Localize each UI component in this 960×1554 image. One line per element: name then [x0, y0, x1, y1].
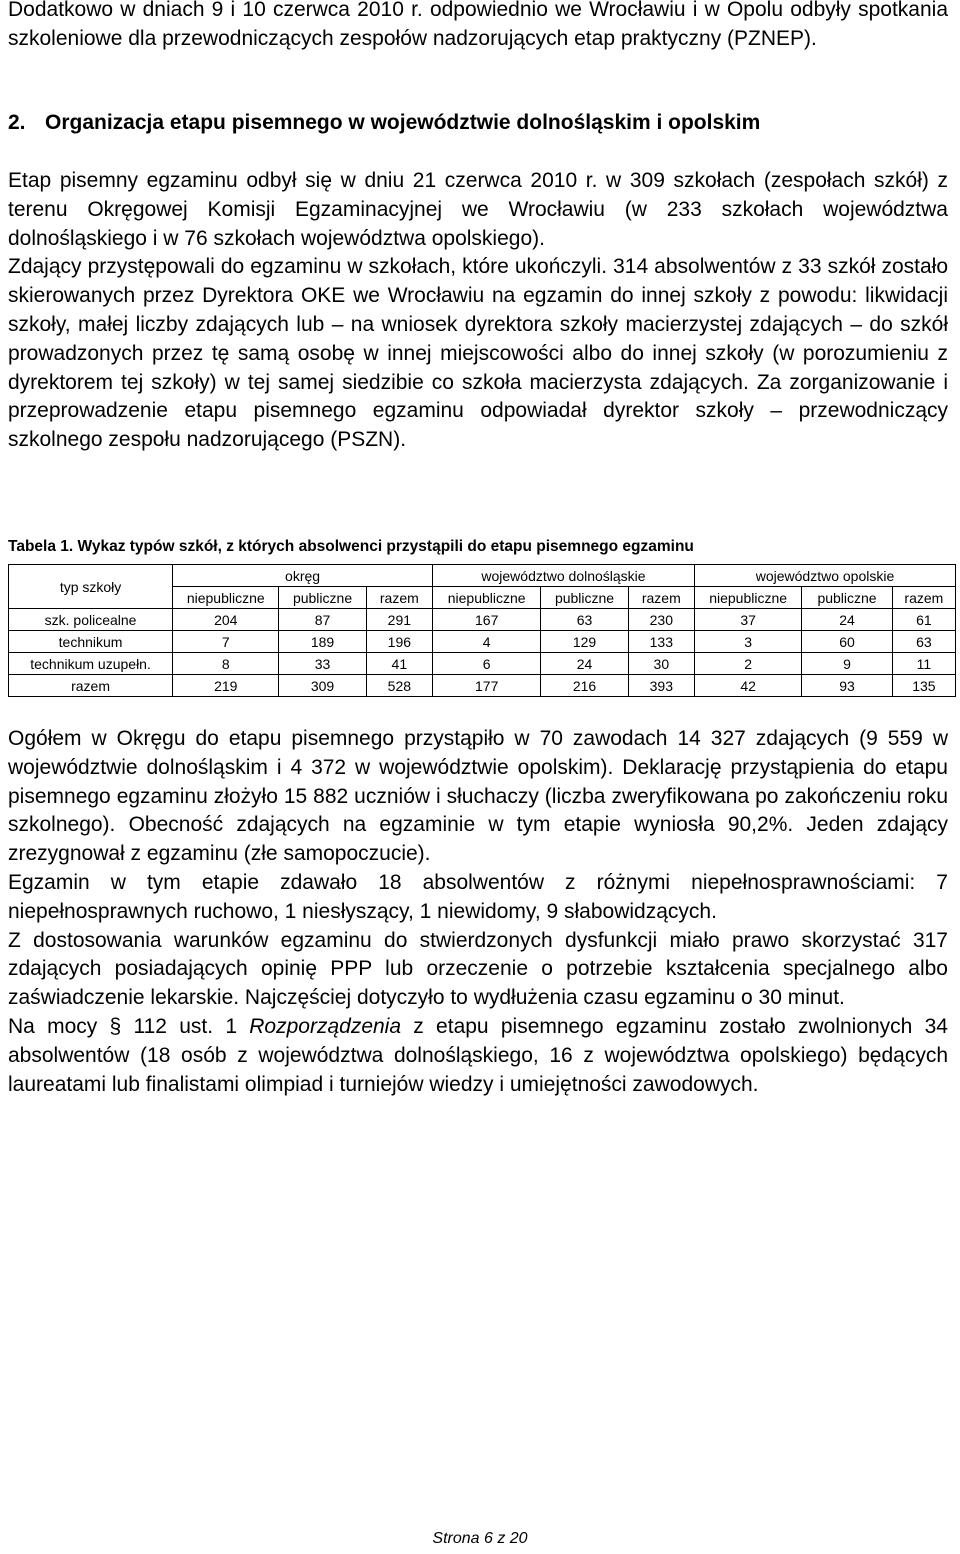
table-subcol-header: razem	[628, 587, 694, 609]
table-cell: 291	[366, 609, 432, 631]
table-cell: 60	[802, 631, 892, 653]
table-cell: 3	[694, 631, 801, 653]
table-subcol-header: publiczne	[802, 587, 892, 609]
section-title: Organizacja etapu pisemnego w województwie dolnośląskim i opolskim	[45, 111, 761, 134]
table-subcol-header: publiczne	[279, 587, 366, 609]
table-cell: 93	[802, 675, 892, 697]
table-corner-header: typ szkoły	[9, 565, 173, 609]
table-cell: 4	[433, 631, 541, 653]
exemptions-text-before: Na mocy § 112 ust. 1	[8, 1014, 250, 1038]
section-heading	[8, 111, 760, 135]
table-cell: 33	[279, 653, 366, 675]
paragraph-participation: Ogółem w Okręgu do etapu pisemnego przystąpiło w 70 zawodach 14 327 zdających (9 559 w województwie dolnośląskim i 4 372 w województwie opolskim). Deklarację przystąpienia do etapu pisemnego egzaminu złożyło 15 882 uczniów i słuchaczy (liczba zweryfikowana po zakończeniu roku szkolnego). Obecność zdających na egzaminie w tym etapie wyniosła 90,2%. Jeden zdający zrezygnował z egzaminu (złe samopoczucie).	[8, 727, 948, 866]
table-cell: 2	[694, 653, 801, 675]
table-cell: 393	[628, 675, 694, 697]
table-row	[9, 631, 956, 653]
table-cell: 216	[541, 675, 628, 697]
table-cell: 42	[694, 675, 801, 697]
table-cell: 204	[173, 609, 279, 631]
table-group-header: województwo dolnośląskie	[433, 565, 695, 587]
exemptions-text-after: z etapu pisemnego egzaminu zostało zwolnionych 34 absolwentów (18 osób z województwa dolnośląskiego, 16 z województwa opolskiego) będących laureatami lub finalistami olimpiad i turniejów wiedzy i umiejętności zawodowych.	[8, 1014, 948, 1096]
table-row	[9, 675, 956, 697]
table-cell: 135	[892, 675, 955, 697]
table-cell: 133	[628, 631, 694, 653]
intro-paragraph: Dodatkowo w dniach 9 i 10 czerwca 2010 r. odpowiednio we Wrocławiu i w Opolu odbyły spotkania szkoleniowe dla przewodniczących zespołów nadzorujących etap praktyczny (PZNEP).	[8, 0, 948, 50]
table-cell: 167	[433, 609, 541, 631]
school-types-table	[8, 564, 956, 697]
table-cell: 63	[541, 609, 628, 631]
body-block-1	[8, 167, 948, 455]
table-cell: 24	[802, 609, 892, 631]
page-number: Strona 6 z 20	[432, 1530, 528, 1547]
table-cell: 30	[628, 653, 694, 675]
table-cell: 309	[279, 675, 366, 697]
table-header-row	[9, 565, 956, 587]
paragraph-exemptions	[8, 1013, 948, 1099]
table-cell: 41	[366, 653, 432, 675]
table-cell: 87	[279, 609, 366, 631]
table-row-label: technikum uzupełn.	[9, 653, 173, 675]
table-cell: 177	[433, 675, 541, 697]
table-group-header: województwo opolskie	[694, 565, 955, 587]
paragraph-adaptations: Z dostosowania warunków egzaminu do stwierdzonych dysfunkcji miało prawo skorzystać 317 zdających posiadających opinię PPP lub orzeczenie o potrzebie kształcenia specjalnego albo zaświadczenie lekarskie. Najczęściej dotyczyło to wydłużenia czasu egzaminu o 30 minut.	[8, 928, 948, 1010]
table-subcol-header: razem	[892, 587, 955, 609]
table-cell: 7	[173, 631, 279, 653]
table-cell: 61	[892, 609, 955, 631]
table-cell: 129	[541, 631, 628, 653]
paragraph-exam-schools: Zdający przystępowali do egzaminu w szkołach, które ukończyli. 314 absolwentów z 33 szkół zostało skierowanych przez Dyrektora OKE we Wrocławiu na egzamin do innej szkoły z powodu: likwidacji szkoły, małej liczby zdających lub – na wniosek dyrektora szkoły macierzystej zdających – do szkół prowadzonych przez tę samą osobę w innej miejscowości albo do innej szkoły (w porozumieniu z dyrektorem tej szkoły) w tej samej siedzibie co szkoła macierzysta zdających. Za zorganizowanie i przeprowadzenie etapu pisemnego egzaminu odpowiadał dyrektor szkoły – przewodniczący szkolnego zespołu nadzorującego (PSZN).	[8, 255, 948, 452]
table-subcol-header: razem	[366, 587, 432, 609]
table-subcol-header: niepubliczne	[433, 587, 541, 609]
table-caption: Tabela 1. Wykaz typów szkół, z których absolwenci przystąpili do etapu pisemnego egzaminu	[8, 538, 694, 555]
body-block-2	[8, 725, 948, 1099]
table-subcol-header: publiczne	[541, 587, 628, 609]
paragraph-exam-date: Etap pisemny egzaminu odbył się w dniu 21 czerwca 2010 r. w 309 szkołach (zespołach szkół) z terenu Okręgowej Komisji Egzaminacyjnej we Wrocławiu (w 233 szkołach województwa dolnośląskiego i w 76 szkołach województwa opolskiego).	[8, 169, 948, 250]
table-cell: 189	[279, 631, 366, 653]
table-cell: 37	[694, 609, 801, 631]
table-cell: 24	[541, 653, 628, 675]
table-cell: 230	[628, 609, 694, 631]
table-cell: 11	[892, 653, 955, 675]
table-row-label: technikum	[9, 631, 173, 653]
table-row-label: szk. policealne	[9, 609, 173, 631]
section-number: 2.	[8, 111, 26, 134]
table-cell: 63	[892, 631, 955, 653]
table-group-header: okręg	[173, 565, 433, 587]
table-subcol-header: niepubliczne	[173, 587, 279, 609]
paragraph-disabilities: Egzamin w tym etapie zdawało 18 absolwentów z różnymi niepełnosprawnościami: 7 niepełnosprawnych ruchowo, 1 niesłyszący, 1 niewidomy, 9 słabowidzących.	[8, 870, 948, 923]
table-cell: 8	[173, 653, 279, 675]
table-cell: 6	[433, 653, 541, 675]
table-subcol-header: niepubliczne	[694, 587, 801, 609]
table-cell: 9	[802, 653, 892, 675]
table-cell: 196	[366, 631, 432, 653]
table-row	[9, 653, 956, 675]
table-cell: 528	[366, 675, 432, 697]
table-row-label: razem	[9, 675, 173, 697]
table-row	[9, 609, 956, 631]
table-cell: 219	[173, 675, 279, 697]
regulation-reference: Rozporządzenia	[249, 1014, 402, 1038]
